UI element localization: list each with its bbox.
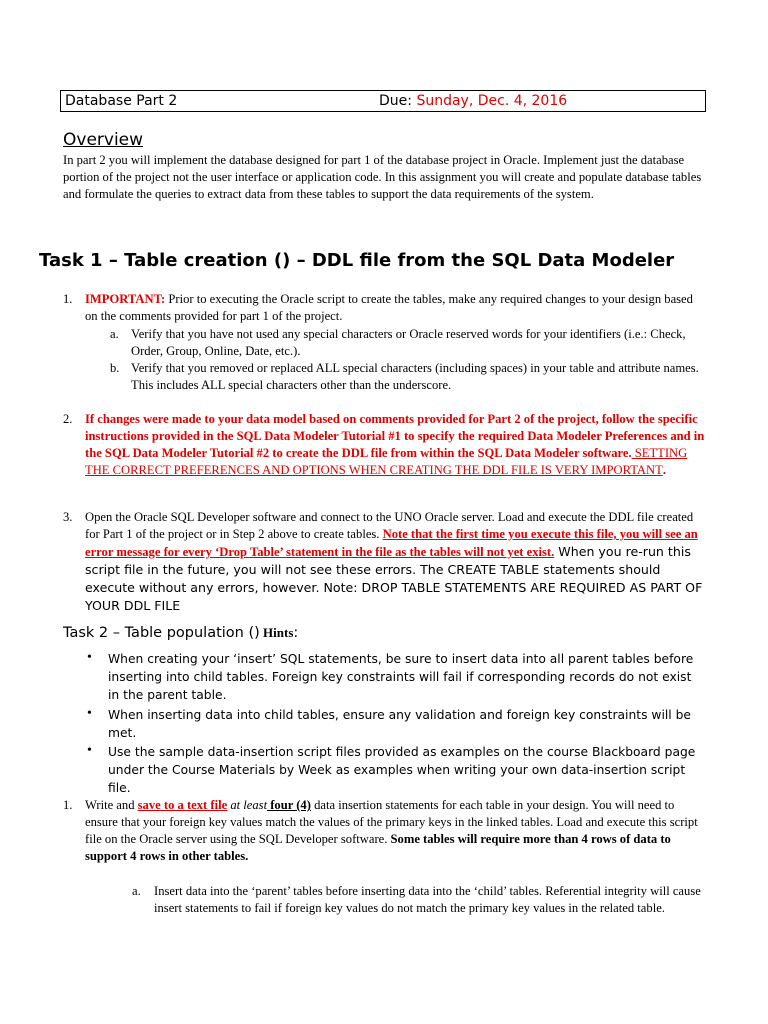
task1-heading: Task 1 – Table creation () – DDL file from the SQL Data Modeler (39, 250, 675, 271)
bullet-text: Use the sample data-insertion script files provided as examples on the course Blackboard page under the Course Materials by Week as examples when writing your own data-insertion script file. (108, 745, 696, 795)
bullet-text: When inserting data into child tables, ensure any validation and foreign key constraints will be met. (108, 708, 691, 740)
item-number: 3. (63, 510, 73, 524)
item-text: Open the Oracle SQL Developer software and connect to the UNO Oracle server. Load and execute the DDL file created for Part 1 of the project or in Step 2 above to create tables. (85, 510, 694, 541)
item-text-underline: SETTING THE CORRECT PREFERENCES AND OPTIONS WHEN CREATING THE DDL FILE IS VERY IMPORTANT (85, 446, 688, 477)
bullet-icon: • (87, 743, 92, 758)
item-text: Write and (85, 798, 138, 812)
due-line (379, 93, 567, 109)
item-body (85, 797, 705, 865)
sub-letter: a. (110, 327, 119, 341)
task2-title: Task 2 – Table population () (63, 625, 260, 641)
document-title: Database Part 2 (65, 93, 178, 109)
due-label: Due: (379, 93, 412, 109)
important-label: IMPORTANT: (85, 292, 166, 306)
header-box (60, 90, 706, 112)
item-body (85, 411, 705, 479)
overview-heading: Overview (63, 130, 144, 150)
item-text-2: When you re-run this script file in the future, you will not see these errors. The CREATE TABLE statements should execute without any errors, however. Note: DROP TABLE STATEMENTS ARE REQUIRED AS PART OF YOUR DDL FILE (85, 544, 703, 613)
sub-text: Verify that you have not used any special characters or Oracle reserved words for your identifiers (i.e.: Check, Order, Group, Online, Date, etc.). (131, 327, 686, 358)
item-note: Note that the first time you execute this file, you will see an error message for every ‘Drop Table’ statement in the file as the tables will not yet exist. (85, 527, 698, 559)
task2-heading (63, 625, 298, 641)
sub-letter: a. (132, 884, 141, 898)
sub-text: Verify that you removed or replaced ALL special characters (including spaces) in your table and attribute names. This includes ALL special characters other than the underscore. (131, 361, 699, 392)
item-text: Prior to executing the Oracle script to create the tables, make any required changes to your design based on the comments provided for part 1 of the project. (85, 292, 693, 323)
save-note: save to a text file (137, 798, 228, 812)
bullet-icon: • (87, 650, 92, 665)
hints-colon: : (293, 625, 299, 641)
overview-text: In part 2 you will implement the database designed for part 1 of the database project in Oracle. Implement just the database portion of the project not the user interface or application code. In this assignment you will create and populate database tables and formulate the queries to extract data from these tables to support the data requirements of the system. (63, 153, 702, 201)
item-period: . (662, 463, 666, 477)
item-text-bold: If changes were made to your data model based on comments provided for Part 2 of the project, follow the specific instructions provided in the SQL Data Modeler Tutorial #1 to specify the required Data Modeler Preferences and in the SQL Data Modeler Tutorial #2 to create the DDL file from within the SQL Data Modeler software. (85, 412, 705, 460)
item-number: 1. (63, 292, 73, 306)
item-text-2: data insertion statements for each table in your design. You will need to ensure that your foreign key values match the values of the primary keys in the linked tables. Load and execute this script file on the Oracle server using the SQL Developer software. (85, 798, 698, 846)
item-bold-end: Some tables will require more than 4 rows of data to support 4 rows in other tables. (85, 832, 671, 863)
item-body (85, 509, 705, 615)
bullet-icon: • (87, 706, 92, 721)
four-count: four (4) (267, 798, 311, 812)
item-number: 1. (63, 798, 73, 812)
sub-letter: b. (110, 361, 120, 375)
bullet-text: When creating your ‘insert’ SQL statements, be sure to insert data into all parent tables before inserting into child tables. Foreign key constraints will fail if corresponding records do not exist in the parent table. (108, 652, 694, 702)
least-word: least (243, 798, 268, 812)
due-date: Sunday, Dec. 4, 2016 (416, 93, 568, 109)
item-body (85, 291, 705, 325)
sub-text: Insert data into the ‘parent’ tables before inserting data into the ‘child’ tables. Referential integrity will cause insert statements to fail if foreign key values do not match the primary key values in the related table. (154, 884, 701, 915)
at-word: at (227, 798, 244, 812)
hints-label: Hints (259, 625, 294, 640)
item-number: 2. (63, 412, 73, 426)
